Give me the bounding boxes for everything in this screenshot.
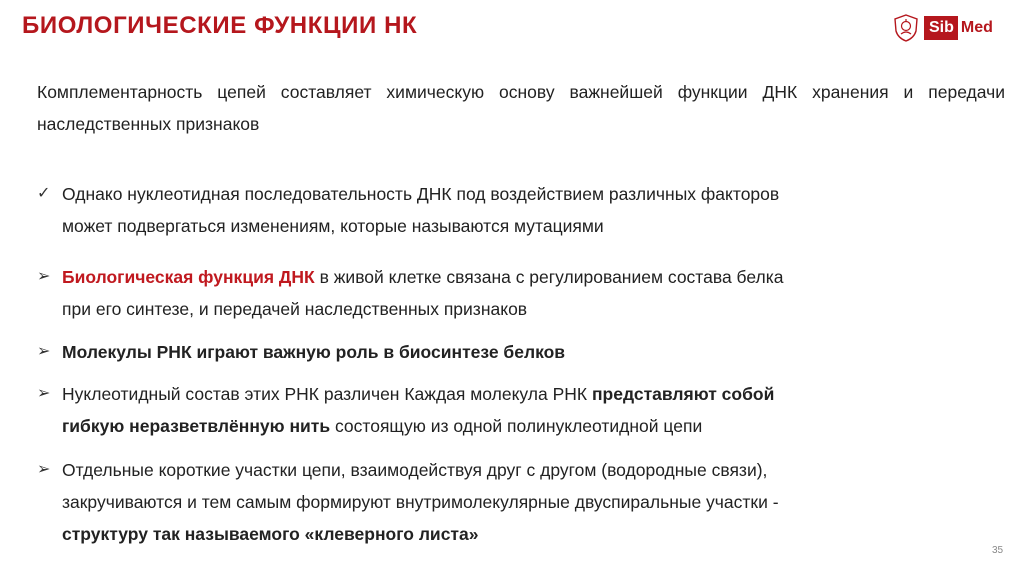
bullet-item-mutations	[37, 178, 987, 242]
bullet-text: в живой клетке связана с регулированием состава белка	[314, 267, 784, 287]
intro-paragraph: Комплементарность цепей составляет химическую основу важнейшей функции ДНК хранения и передачи наследственных признаков	[37, 82, 1005, 134]
crest-icon	[893, 14, 919, 42]
bullet-item-dna-function	[37, 261, 987, 325]
bullet-line	[62, 261, 987, 293]
bullet-text: Нуклеотидный состав этих РНК различен Каждая молекула РНК	[62, 384, 592, 404]
arrow-bullet-icon: ➢	[37, 268, 51, 285]
arrow-bullet-icon: ➢	[37, 385, 51, 402]
bullet-line: может подвергаться изменениям, которые называются мутациями	[62, 216, 604, 236]
arrow-bullet-icon: ➢	[37, 461, 51, 478]
bullet-item-cloverleaf	[37, 454, 987, 550]
bullet-line: при его синтезе, и передачей наследственных признаков	[62, 299, 528, 319]
highlight-term: Биологическая функция ДНК	[62, 267, 315, 287]
sibmed-logo	[893, 14, 993, 42]
bullet-line	[62, 378, 987, 410]
logo-sib-text: Sib	[924, 16, 958, 40]
bullet-line: Однако нуклеотидная последовательность ДНК под воздействием различных факторов	[62, 184, 780, 204]
bullet-line: Молекулы РНК играют важную роль в биосинтезе белков	[62, 342, 566, 362]
bullet-line: закручиваются и тем самым формируют внутримолекулярные двуспиральные участки -	[62, 492, 779, 512]
logo-med-text: Med	[960, 19, 993, 36]
bullet-item-rna-composition	[37, 378, 987, 442]
slide-title: БИОЛОГИЧЕСКИЕ ФУНКЦИИ НК	[22, 12, 418, 39]
bullet-line: Отдельные короткие участки цепи, взаимодействуя друг с другом (водородные связи),	[62, 460, 768, 480]
check-icon: ✓	[37, 185, 51, 202]
page-number: 35	[992, 545, 1004, 556]
bullet-item-rna-role	[37, 336, 987, 368]
bold-text: представляют собой	[591, 384, 775, 404]
bullet-line: структуру так называемого «клеверного листа»	[62, 524, 479, 544]
bullet-text: состоящую из одной полинуклеотидной цепи	[330, 416, 703, 436]
bullet-line	[62, 410, 987, 442]
arrow-bullet-icon: ➢	[37, 343, 51, 360]
bold-text: гибкую неразветвлённую нить	[62, 416, 331, 436]
